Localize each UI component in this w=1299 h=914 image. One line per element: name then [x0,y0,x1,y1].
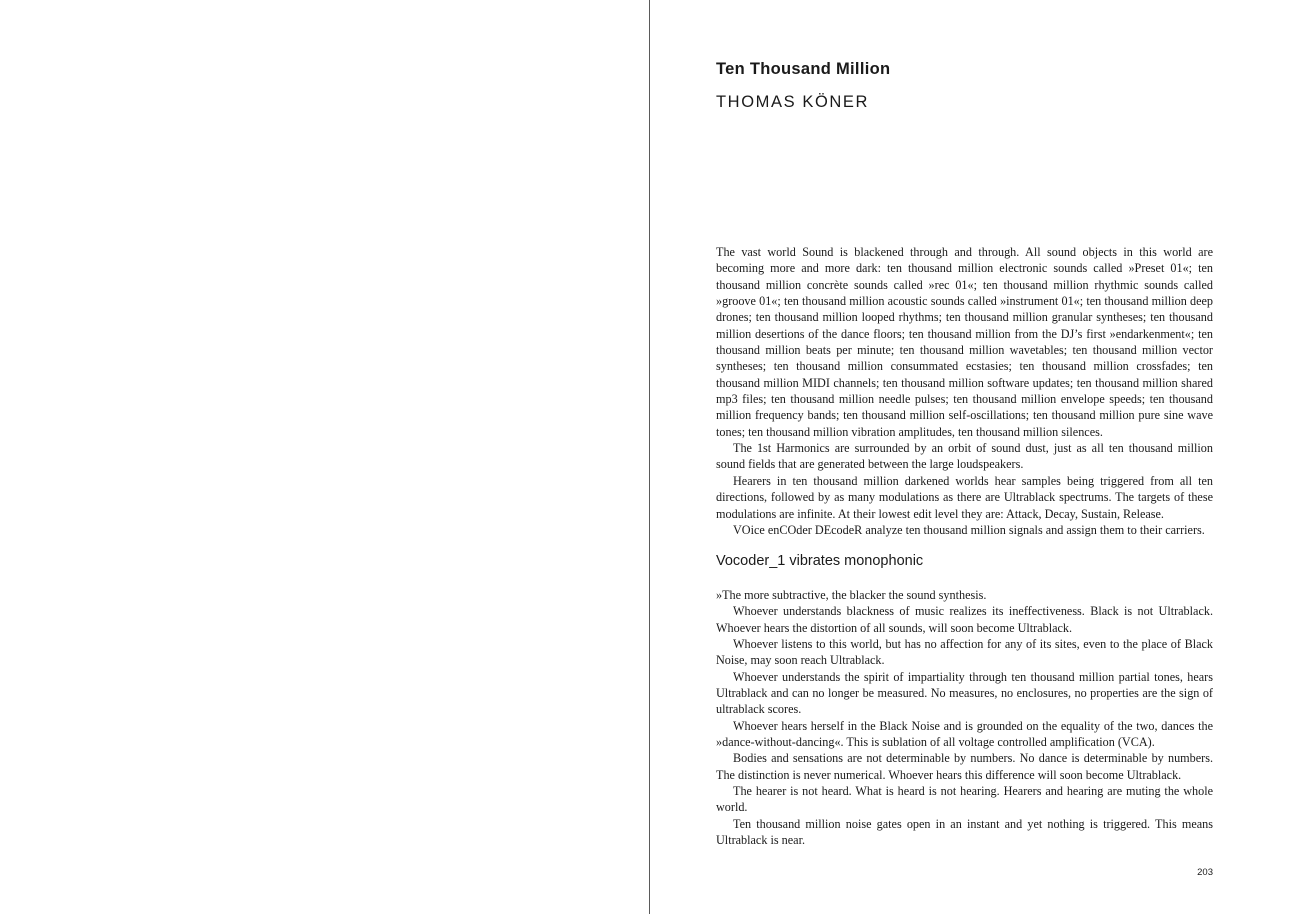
paragraph: Bodies and sensations are not determinable by numbers. No dance is determinable by numbers. The distinction is never numerical. Whoever hears this difference will soon become Ultrablack. [716,751,1213,782]
paragraph: Hearers in ten thousand million darkened worlds hear samples being triggered from all ten directions, followed by as many modulations as there are Ultrablack spectrums. The targets of these modulations are infinite. At their lowest edit level they are: Attack, Decay, Sustain, Release. [716,473,1213,521]
paragraph: Whoever hears herself in the Black Noise and is grounded on the equality of the two, dances the »dance-without-dancing«. This is sublation of all voltage controlled amplification (VCA). [716,718,1213,750]
paragraph: Whoever listens to this world, but has no affection for any of its sites, even to the place of Black Noise, may soon reach Ultrablack. [716,637,1213,668]
body-section-1 [716,244,1213,538]
paragraph: VOice enCOder DEcodeR analyze ten thousand million signals and assign them to their carriers. [733,522,1205,537]
paragraph: Whoever understands the spirit of impartiality through ten thousand million partial tones, hears Ultrablack and can no longer be measured. No measures, no enclosures, no properties are the sign of ultrablack scores. [716,669,1213,717]
page-number: 203 [1197,867,1213,878]
paragraph: The 1st Harmonics are surrounded by an orbit of sound dust, just as all ten thousand million sound fields that are generated between the large loudspeakers. [716,441,1213,472]
paragraph: »The more subtractive, the blacker the sound synthesis. [716,588,987,602]
chapter-title: Ten Thousand Million [716,60,891,78]
section-subheading: Vocoder_1 vibrates monophonic [716,553,924,569]
paragraph: The vast world Sound is blackened through and through. All sound objects in this world are becoming more and more dark: ten thousand million electronic sounds called »Preset 01«; ten thousand million concrète sounds called »rec 01«; ten thousand million rhythmic sounds called »groove 01«; ten thousand million acoustic sounds called »instrument 01«; ten thousand million deep drones; ten thousand million looped rhythms; ten thousand million granular syntheses; ten thousand million desertions of the dance floors; ten thousand million from the DJ’s first »endarkenment«; ten thousand million beats per minute; ten thousand million wavetables; ten thousand million vector syntheses; ten thousand million consummated ecstasies; ten thousand million crossfades; ten thousand million MIDI channels; ten thousand million software updates; ten thousand million shared mp3 files; ten thousand million needle pulses; ten thousand million envelope speeds; ten thousand million frequency bands; ten thousand million self-oscillations; ten thousand million pure sine wave tones; ten thousand million vibration amplitudes, ten thousand million silences. [716,245,1213,439]
paragraph: Ten thousand million noise gates open in an instant and yet nothing is triggered. This means Ultrablack is near. [716,816,1213,848]
paragraph: The hearer is not heard. What is heard is not hearing. Hearers and hearing are muting the whole world. [716,784,1213,815]
author-name: THOMAS KÖNER [716,93,870,111]
left-page-blank [0,0,649,914]
paragraph: Whoever understands blackness of music realizes its ineffectiveness. Black is not Ultrablack. Whoever hears the distortion of all sounds, will soon become Ultrablack. [716,604,1213,635]
body-section-2 [716,587,1213,849]
